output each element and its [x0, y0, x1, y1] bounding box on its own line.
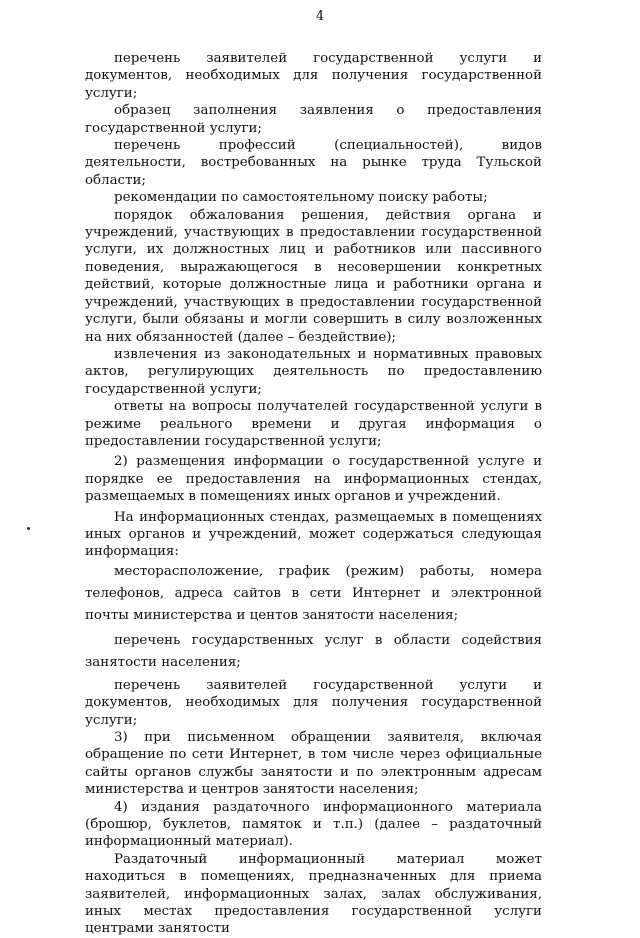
paragraph-realtime-answers: ответы на вопросы получателей государственной услуги в режиме реального времени и другая информация о предоставлении государственной услуги; [85, 399, 542, 449]
paragraph-services-list: перечень государственных услуг в области содействия занятости населения; [85, 632, 542, 670]
page-number: 4 [315, 9, 325, 24]
paragraph-application-sample: образец заполнения заявления о предоставления государственной услуги; [85, 103, 542, 136]
paragraph-stands-info: На информационных стендах, размещаемых в помещениях иных органов и учреждений, может содержаться следующая информация: [85, 509, 542, 560]
paragraph-appeal-procedure: порядок обжалования решения, действия органа и учреждений, участвующих в предоставлении государственной услуги, их должностных лиц и работников или пассивного поведения, выражающегося в несовершении конкретных действий, которые должностные лица и работники органа и учреждений, участвующих в предоставлении государственной услуги, были обязаны и могли совершить в силу возложенных на них обязанностей (далее – бездействие); [85, 207, 542, 345]
document-body [85, 50, 542, 938]
paragraph-location-schedule: месторасположение, график (режим) работы, номера телефонов, адреса сайтов в сети Интернет и электронной почты министерства и центов занятости населения; [85, 563, 542, 623]
paragraph-item-2: 2) размещения информации о государственной услуге и порядке ее предоставления на информационных стендах, размещаемых в помещениях иных органов и учреждений. [85, 454, 542, 505]
paragraph-item-3: 3) при письменном обращении заявителя, включая обращение по сети Интернет, в том числе через официальные сайты органов службы занятости и по электронным адресам министерства и центров занятости населения; [85, 730, 542, 798]
paragraph-job-search-tips: рекомендации по самостоятельному поиску работы; [114, 190, 488, 206]
paragraph-applicants-list: перечень заявителей государственной услуги и документов, необходимых для получения государственной услуги; [85, 51, 542, 101]
paragraph-legal-extracts: извлечения из законодательных и нормативных правовых актов, регулирующих деятельность по предоставлению государственной услуги; [85, 346, 542, 397]
paragraph-item-4: 4) издания раздаточного информационного материала (брошюр, буклетов, памяток и т.п.) (далее – раздаточный информационный материал). [85, 799, 542, 850]
paragraph-professions-list: перечень профессий (специальностей), видов деятельности, востребованных на рынке труда Тульской области; [85, 138, 542, 188]
paragraph-handout-material: Раздаточный информационный материал может находиться в помещениях, предназначенных для приема заявителей, информационных залах, залах обслуживания, иных местах предоставления государственной услуги центрами занятости [85, 851, 542, 937]
margin-dot [27, 527, 30, 530]
paragraph-applicants-list-2: перечень заявителей государственной услуги и документов, необходимых для получения государственной услуги; [85, 677, 542, 728]
